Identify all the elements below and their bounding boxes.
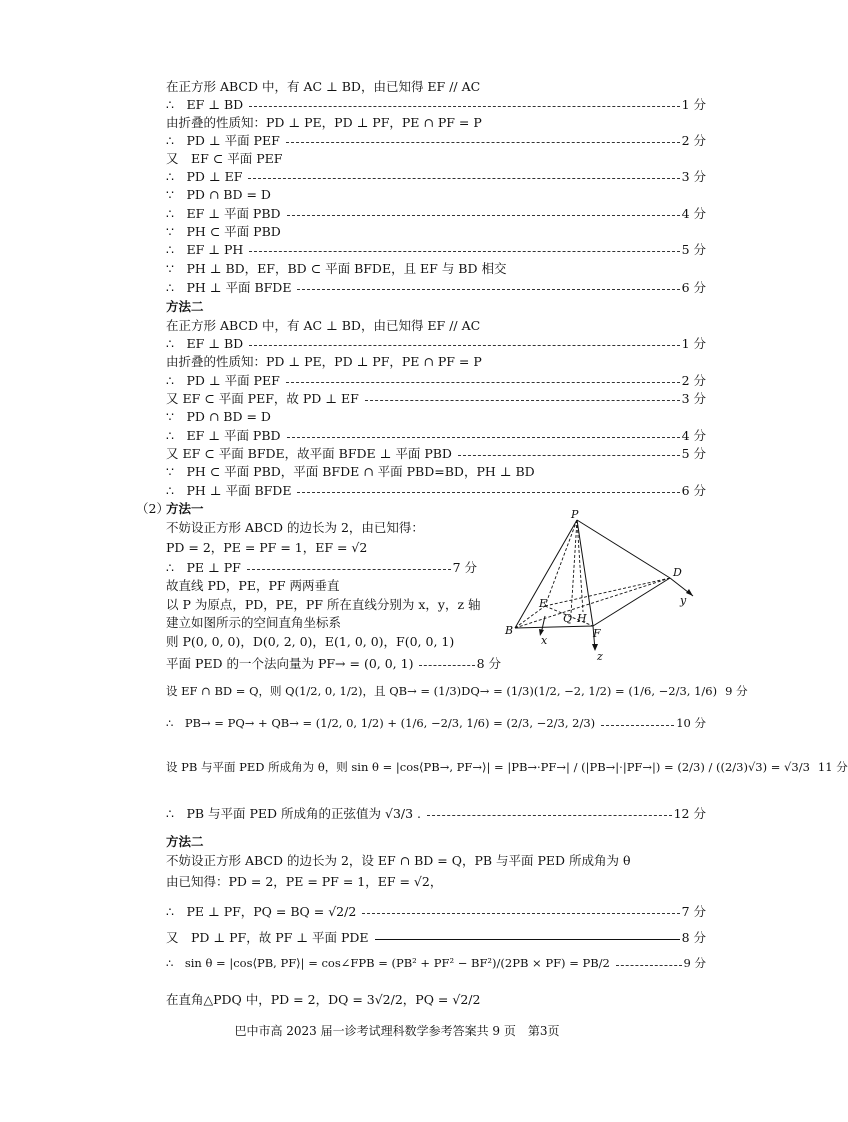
solution-line: 又 PD ⊥ PF，故 PF ⊥ 平面 PDE 8 分: [166, 930, 706, 945]
solution-line: 则 P(0, 0, 0)，D(0, 2, 0)，E(1, 0, 0)，F(0, 0, 1): [166, 634, 455, 649]
label-H: H: [577, 612, 587, 625]
solution-line: 在直角△PDQ 中，PD = 2，DQ = 3√2/2，PQ = √2/2: [166, 992, 481, 1007]
axis-y-arrow: [686, 589, 693, 596]
label-z: z: [597, 650, 603, 663]
method-title: 方法二: [166, 834, 204, 849]
solution-line: 不妨设正方形 ABCD 的边长为 2，设 EF ∩ BD = Q，PB 与平面 PED 所成角为 θ: [166, 853, 631, 868]
score: 5 分: [681, 446, 706, 461]
solution-line: ∴ PD ⊥ 平面 PEF 2 分: [166, 133, 706, 148]
label-y: y: [680, 594, 687, 607]
solution-line: 由已知得：PD = 2，PE = PF = 1，EF = √2，: [166, 874, 443, 889]
score: 5 分: [681, 242, 706, 257]
score: 12 分: [673, 806, 706, 821]
solution-line: ∵ PH ⊂ 平面 PBD: [166, 224, 281, 239]
method-title: 方法一: [166, 501, 204, 516]
solution-line: 建立如图所示的空间直角坐标系: [166, 615, 342, 630]
solution-line: ∴ PD ⊥ 平面 PEF 2 分: [166, 373, 706, 388]
solution-line: ∵ PH ⊂ 平面 PBD，平面 BFDE ∩ 平面 PBD=BD，PH ⊥ BD: [166, 464, 535, 479]
solution-line: 又 EF ⊂ 平面 PEF，故 PD ⊥ EF 3 分: [166, 391, 706, 406]
score: 10 分: [676, 716, 706, 730]
score: 11 分: [817, 760, 848, 774]
solution-line: ∵ PH ⊥ BD，EF，BD ⊂ 平面 BFDE，且 EF 与 BD 相交: [166, 261, 507, 276]
score: 1 分: [681, 336, 706, 351]
solution-line: ∴ EF ⊥ 平面 PBD 4 分: [166, 428, 706, 443]
solution-line: 不妨设正方形 ABCD 的边长为 2，由已知得：: [166, 520, 424, 535]
edge-PE: [545, 520, 577, 606]
score: 2 分: [681, 373, 706, 388]
solution-line: 由折叠的性质知：PD ⊥ PE，PD ⊥ PF，PE ∩ PF = P: [166, 354, 482, 369]
label-D: D: [673, 566, 682, 579]
score: 2 分: [681, 133, 706, 148]
solution-line: 设 PB 与平面 PED 所成角为 θ，则 sin θ = |cos⟨PB→, PF→⟩| = |PB→·PF→| / (|PB→|·|PF→|) = (2/3) / ((2/3)√3) = √3/3 11 分: [166, 760, 848, 774]
solution-line: 设 EF ∩ BD = Q，则 Q(1/2, 0, 1/2)，且 QB→ = (1/3)DQ→ = (1/3)(1/2, −2, 1/2) = (1/6, −2/3, 1/6) 9 分: [166, 684, 748, 698]
score: 9 分: [725, 684, 748, 698]
solution-line: ∴ sin θ = |cos⟨PB, PF⟩| = cos∠FPB = (PB² + PF² − BF²)/(2PB × PF) = PB/2 9 分: [166, 956, 706, 970]
method-title: 方法二: [166, 299, 204, 314]
solution-line: ∴ EF ⊥ 平面 PBD 4 分: [166, 206, 706, 221]
score: 4 分: [681, 428, 706, 443]
solution-line: ∴ PE ⊥ PF 7 分: [166, 560, 477, 575]
score: 4 分: [681, 206, 706, 221]
score: 8 分: [476, 656, 501, 671]
solution-line: PD = 2，PE = PF = 1，EF = √2: [166, 540, 368, 555]
solution-line: 在正方形 ABCD 中，有 AC ⊥ BD，由已知得 EF // AC: [166, 318, 481, 333]
solution-line: ∵ PD ∩ BD = D: [166, 409, 271, 424]
label-P: P: [571, 508, 579, 521]
solution-line: ∴ PE ⊥ PF，PQ = BQ = √2/2 7 分: [166, 904, 706, 919]
solution-line: 又 EF ⊂ 平面 PEF: [166, 151, 283, 166]
part2-label: （2）: [136, 501, 169, 516]
solution-line: ∴ PB 与平面 PED 所成角的正弦值为 √3/3 . 12 分: [166, 806, 706, 821]
solution-line: ∴ EF ⊥ BD 1 分: [166, 336, 706, 351]
edge-PQ: [571, 520, 577, 614]
solution-line: 故直线 PD，PE，PF 两两垂直: [166, 578, 340, 593]
score: 7 分: [452, 560, 477, 575]
score: 1 分: [681, 97, 706, 112]
label-B: B: [505, 624, 514, 637]
edge-ED: [545, 578, 670, 606]
score: 3 分: [681, 391, 706, 406]
solution-line: ∵ PD ∩ BD = D: [166, 187, 271, 202]
label-F: F: [593, 627, 601, 640]
score: 9 分: [683, 956, 706, 970]
label-E: E: [539, 597, 548, 610]
edge-PF: [577, 520, 593, 626]
solution-line: ∴ PB→ = PQ→ + QB→ = (1/2, 0, 1/2) + (1/6, −2/3, 1/6) = (2/3, −2/3, 2/3) 10 分: [166, 716, 706, 730]
solution-line: 在正方形 ABCD 中，有 AC ⊥ BD，由已知得 EF // AC: [166, 79, 481, 94]
edge-FD: [593, 578, 670, 626]
pyramid-figure: [505, 510, 705, 662]
edge-BF: [515, 626, 593, 628]
solution-line: ∴ EF ⊥ BD 1 分: [166, 97, 706, 112]
solution-line: 以 P 为原点，PD，PE，PF 所在直线分别为 x，y，z 轴: [166, 597, 481, 612]
score: 7 分: [681, 904, 706, 919]
solution-line: ∴ EF ⊥ PH 5 分: [166, 242, 706, 257]
page-footer: 巴中市高 2023 届一诊考试理科数学参考答案共 9 页 第3页: [234, 1024, 560, 1038]
score: 8 分: [681, 930, 706, 945]
edge-PD: [577, 520, 670, 578]
solution-line: 又 EF ⊂ 平面 BFDE，故平面 BFDE ⊥ 平面 PBD 5 分: [166, 446, 706, 461]
score: 3 分: [681, 169, 706, 184]
score: 6 分: [681, 483, 706, 498]
label-Q: Q: [563, 612, 573, 625]
solution-line: ∴ PD ⊥ EF 3 分: [166, 169, 706, 184]
solution-line: 平面 PED 的一个法向量为 PF→ = (0, 0, 1) 8 分: [166, 656, 501, 671]
solution-line: 由折叠的性质知：PD ⊥ PE，PD ⊥ PF，PE ∩ PF = P: [166, 115, 482, 130]
solution-line: ∴ PH ⊥ 平面 BFDE 6 分: [166, 483, 706, 498]
label-x: x: [541, 634, 548, 647]
score: 6 分: [681, 280, 706, 295]
solution-line: ∴ PH ⊥ 平面 BFDE 6 分: [166, 280, 706, 295]
